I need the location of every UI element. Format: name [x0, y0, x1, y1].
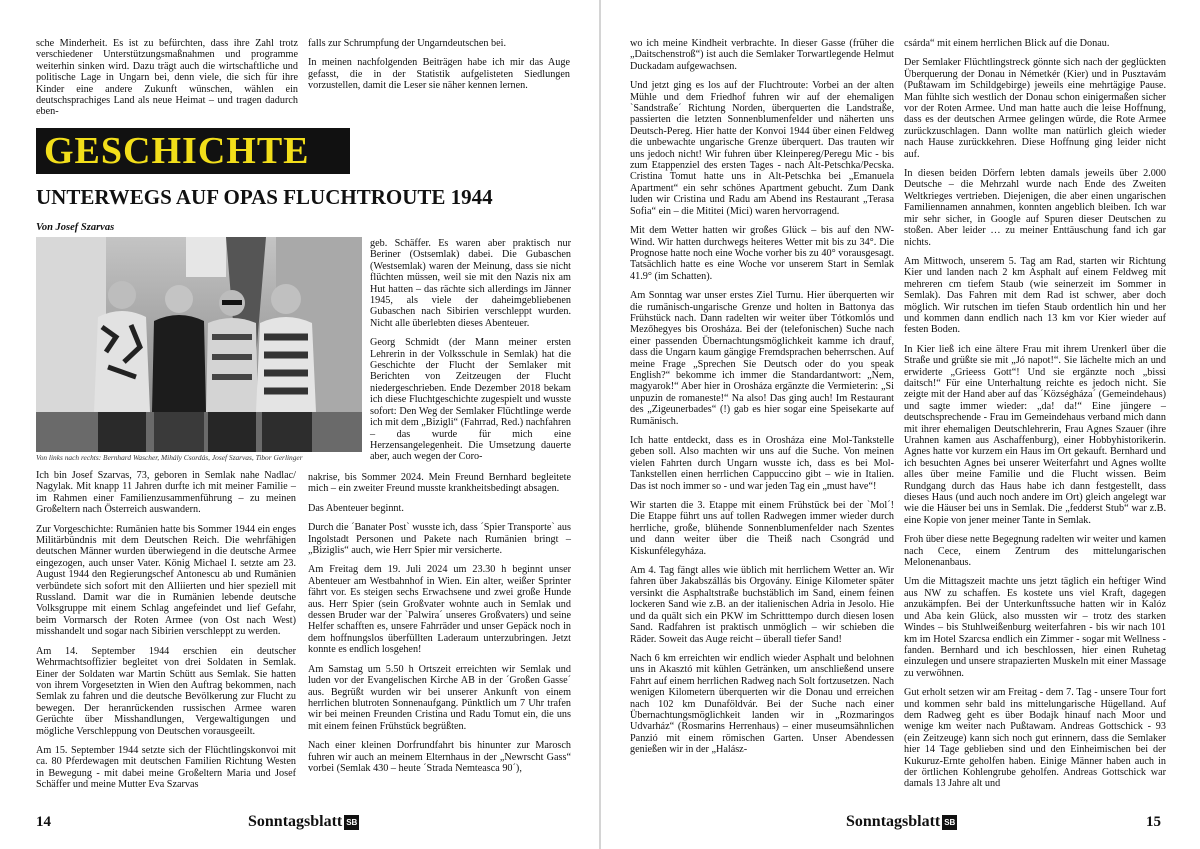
- section-label: GESCHICHTE: [44, 130, 310, 172]
- group-photo: [36, 237, 362, 452]
- masthead-title: Sonntagsblatt: [248, 813, 343, 830]
- page-number-right: 15: [1146, 814, 1161, 830]
- page-number-left: 14: [36, 814, 51, 830]
- top-col1-text: sche Minderheit. Es ist zu befürchten, dass ihre Zahl trotz verschiedener Unterstützungsmaßnahmen und programme weiterhin sinken wird. Dazu trägt auch die wirtschaftliche und politische Lage in Ungarn bei, denn viele, die sich für ihre Kinder eine andere Zukunft wünschen, wählen ein deutschsprachiges Land als neue Heimat – und tragen dadurch eben-: [36, 38, 298, 118]
- paragraph: Das Abenteuer beginnt.: [308, 502, 404, 514]
- paragraph: Um die Mittagszeit machte uns jetzt täglich ein heftiger Wind aus NW zu schaffen. Es kostete uns viel Kraft, dagegen anzukämpfen. Bei der Unterkunftssuche hatten wir in Kalóz und Aba kein Glück, also mussten wir – trotz des starken Windes – bis Stuhlweißenburg weiterfahren - bis wir nach 101 km im Hotel Szarcsa endlich ein Zimmer - sogar mit Wellness - fanden. Bernhard und ich beschlossen, hier einen Ruhetag einzulegen und unsere strapazierten Muskeln mit einer Massage zu verwöhnen.: [904, 576, 1166, 679]
- paragraph: Und jetzt ging es los auf der Fluchtroute: Vorbei an der alten Mühle und dem Friedhof fuhren wir auf der ehemaligen `Sandstraße´ Richtung Norden, überquerten die Landstraße, passierten die letzten Sonnenblumenfelder und näherten uns Deutsch-Pereg. Hier hatte der Konvoi 1944 über einen Feldweg die unbewachte ungarische Grenze überquert. Das trauten wir uns jedoch nicht! Wir fuhren über Kleinpereg/Peregu Mic - bis zum Etappenziel des ersten Tages - nach Alt-Petschka/Pecska. Cristina Tomut hatte uns in Alt-Petschka bei „Emanuela Apartment“ ein sehr schönes Apartment gebucht. Zum Dank luden wir Cristina und Radu am Abend ins Restaurant „Terasa Sofia“ ein – die Mititei (Mici) waren hervorragend.: [630, 80, 894, 217]
- paragraph: Am 14. September 1944 erschien ein deutscher Wehrmachtsoffizier begleitet von drei Soldaten in Semlak. Einer der Soldaten war Martin Schütt aus Semlak. Sie hatten von ihrem Vorgesetzten in Wien den Auftrag bekommen, nach Semlak zu fahren und die deutsche Bevölkerung zur Flucht zu bewegen. Der heranrückenden russischen Armee waren Gerüchte über Misshandlungen, Vergewaltigungen und mögliche Verschleppung von Deutschen vorausgeeilt.: [36, 645, 296, 737]
- paragraph: Wir starten die 3. Etappe mit einem Frühstück bei der `Mol´! Die Etappe führt uns auf tollen Radwegen immer wieder durch herrliche, große, blühende Sonnenblumenfelder nach Szentes und dann weiter über die Theiß nach Csongrád und Kiskunfélegyháza.: [630, 500, 894, 557]
- paragraph: Am Freitag dem 19. Juli 2024 um 23.30 h beginnt unser Abenteuer am Westbahnhof in Wien. Ein alter, weißer Sprinter fährt vor. Es steigen sechs Erwachsene und zwei große Hunde aus. Herr Spier (sein Großvater wohnte auch in Semlak und dessen Bruder war der `Palwira´ unseres Großvaters) und seine Helfer schafften es, unsere Fahrräder und unser Gepäck noch in dem hoffnungslos überfüllten Laderaum unterzubringen. Jetzt konnte es endlich losgehen!: [308, 564, 571, 656]
- left-body-column-1: [36, 470, 296, 805]
- top-column-1: [36, 38, 298, 118]
- article-headline: UNTERWEGS AUF OPAS FLUCHTROUTE 1944: [36, 185, 493, 209]
- article-byline: Von Josef Szarvas: [36, 222, 115, 233]
- paragraph: Zur Vorgeschichte: Rumänien hatte bis Sommer 1944 ein enges Militärbündnis mit dem Deutschen Reich. Die wehrfähigen deutschen Männer wurden überwiegend in die deutsche Armee eingezogen, auch unser Vater. König Michael I. setzte am 23. August 1944 den Regierungschef Antonescu ab und Rumänien verbündete sich sofort mit den Alliierten und hier speziell mit Russland. Damit war die in Rumänien lebende deutsche Volksgruppe mit einem Schlag angefeindet und lief Gefahr, beim Vormarsch der Roten Armee (von Ost nach West) misshandelt und sogar nach Sibirien verschleppt zu werden.: [36, 523, 296, 638]
- paragraph: Am Sonntag war unser erstes Ziel Turnu. Hier überquerten wir die rumänisch-ungarische Grenze und holten in Battonya das Frühstück nach. Dann radelten wir weiter über Tótkomlós und Mezőhegyes bis Orosháza. Bei der (telefonischen) Suche nach einer passenden Übernachtungsmöglichkeit kamme ich drauf, dass die Ungarn kaum gängige Fremdsprachen beherrschen. Auf meine Frage „Sprechen Sie Deutsch oder do you speak English?“ bekomme ich immer die Standardantwort: „Nem, magyarok!“ Aber hier in Orosháza ergänzte die Vermieterin: „Si unpuzin de romaneste!“ Na also! Das ging auch! Im Restaurant des „Zigeunerbades“ (!) gab es hier sogar eine Speisekarte auf Rumänisch.: [630, 290, 894, 427]
- masthead-right: [846, 813, 957, 831]
- paragraph: nakrise, bis Sommer 2024. Mein Freund Bernhard begleitete mich – ein zweiter Freund musste krankheitsbedingt absagen.: [308, 472, 571, 495]
- paragraph: Nach einer kleinen Dorfrundfahrt bis hinunter zur Marosch fuhren wir auch an meinem Elternhaus in der „Newrscht Gass“ vorbei (Semlak 430 – heute ´Strada Nemteasca 90´),: [308, 740, 571, 774]
- paragraph: Mit dem Wetter hatten wir großes Glück – bis auf den NW-Wind. Wir hatten durchwegs heiteres Wetter mit bis zu 34°. Die Prognose hatte noch eine Woche vorher bis zu 40° vorausgesagt. Tatsächlich hatte es eine Woche vor unserem Start in Semlak 41.9° (im Schatten).: [630, 225, 894, 282]
- paragraph: Gut erholt setzen wir am Freitag - dem 7. Tag - unsere Tour fort und kommen sehr bald ins mittelungarische Hügelland. Auf dem Radweg geht es über Bodajk hinauf nach Moor und wenige km weiter nach Pußtawam. Andreas Gottschick - 93 (ein Zeitzeuge) kann sich noch gut erinnern, dass die Semlaker hier 14 Tage geblieben sind und den Einheimischen bei der Kukuruz-Ernte geholfen haben. Einige Männer haben auch in der örtlichen Kohlengrube geholfen. Andreas Gottschick war damals 13 Jahre alt und: [904, 687, 1166, 790]
- masthead-title: Sonntagsblatt: [846, 813, 941, 830]
- paragraph: Der Semlaker Flüchtlingstreck gönnte sich nach der geglückten Überquerung der Donau in Németkér (Kier) und in Pusztavám (Pußtawam im Schildgebirge) jeweils eine mehrtägige Pause. Man fühlte sich westlich der Donau schon einigermaßen sicher vor der Roten Armee. Und man hatte auch die leise Hoffnung, dass es der deutschen Armee gelingen würde, die Rote Armee zurückzuschlagen. Dann wollte man natürlich gleich wieder nach Hause zurückkehren. Diese Hoffnung ging leider nicht auf.: [904, 57, 1166, 160]
- masthead-left: [248, 813, 359, 831]
- paragraph: In diesen beiden Dörfern lebten damals jeweils über 2.000 Deutsche – die Mehrzahl wurde nach Ende des Zweiten Weltkrieges vertrieben. Diejenigen, die aber einen ungarischen Familiennamen annahmen, konnten angeblich bleiben. Ich war mir sehr sicher, in Google auf Spuren dieser Deutschen zu stoßen. Aber leider … zu meiner Enttäuschung fand ich gar nichts.: [904, 168, 1166, 248]
- top-col2-p1: falls zur Schrumpfung der Ungarndeutschen bei.: [308, 38, 507, 49]
- paragraph: Froh über diese nette Begegnung radelten wir weiter und kamen nach Cece, einem Zentrum des mittelungarischen Melonenanbaus.: [904, 534, 1166, 569]
- top-column-2: [308, 38, 570, 108]
- paragraph: Nach 6 km erreichten wir endlich wieder Asphalt und belohnen uns in Akasztó mit kühlen Getränken, um anschließend unsere Fahrt auf einem herrlichen Radweg nach Solt fortzusetzen. Nach wenigen Kilometern überquerten wir die Donau und erreichen nach 102 km Dunaföldvár. Bei der Suche nach einer Übernachtungsmöglichkeit landen wir in „Rozmaringos Udvarház“ (Rosmarins Herrenhaus) – einer museumsähnlichen Panzió mit einem römischen Garten. Unser Abendessen genießen wir in der „Halász-: [630, 652, 894, 756]
- paragraph: Am Samstag um 5.50 h Ortszeit erreichten wir Semlak und luden vor der Evangelischen Kirche AB in der ´Großen Gasse´ aus. Begrüßt wurden wir bei unserer Ankunft von einem herrlichen blutroten Sonnenaufgang. Pünktlich um 7 Uhr trafen wir bei meinen Freunden Cristina und Radu Tomut ein, die uns mit einem feinen Frühstück begrüßten.: [308, 663, 571, 732]
- group-photo-illustration: [36, 237, 362, 452]
- masthead-logo-icon: SB: [344, 815, 359, 830]
- paragraph: In Kier ließ ich eine ältere Frau mit ihrem Urenkerl über die Straße und grüßte sie mit „Jó napot!“. Sie lächelte mich an und erwiderte „Grieess Gott“! Und sie ergänzte noch „bissi daitsch!“ Für eine Unterhaltung reichte es jedoch nicht. Sie zeigte mit der Hand aber auf das ´Községháza´ (Gemeindehaus) und sagte immer wieder: „da! da!“ Eine jüngere – deutschsprechende - Frau im Gemeindehaus verband mich dann mit ihrer ehemaligen Deutschlehrerin, Frau Agnes Szauer (ihre Urahnen kamen aus Aschaffenburg), einer Hobbyhistorikerin. Agnes hatte vor kurzem ein Haus im Ort gekauft. Bernhard und ich besuchten Agnes bei unserer Weiterfahrt und Agnes wollte alles über meine Familie und die Flucht wissen. Beim Rundgang durch das Haus habe ich dann festgestellt, dass dieses Haus (und auch noch andere im Ort) gleich angelegt war wie die Häuser bei uns in Semlak. Die „fedderst Stub“ war z.B. eine Kopie von jener meiner Tante in Semlak.: [904, 343, 1166, 526]
- left-body-column-2-lower: [308, 472, 571, 805]
- paragraph: Am 4. Tag fängt alles wie üblich mit herrlichem Wetter an. Wir fahren über Jakabszállás bis Orgovány. Einige Kilometer später versinkt die Asphaltstraße buchstäblich im Sand, einem feinen lockeren Sand wie z.B. an der italienischen Adria in Jesolo. Hie und da quält sich ein PKW im Schritttempo durch diesen losen Sand. Radfahren ist praktisch unmöglich – wir schieben die Räder. Soweit das Auge reicht – überall tiefer Sand!: [630, 565, 894, 645]
- paragraph: wo ich meine Kindheit verbrachte. In dieser Gasse (früher die „Daitschenstroß“) ist auch die Semlaker Torwartlegende Helmut Duckadam aufgewachsen.: [630, 38, 894, 72]
- right-body-column-1: [630, 38, 894, 805]
- paragraph: Ich bin Josef Szarvas, 73, geboren in Semlak nahe Nadlac/ Nagylak. Mit knapp 11 Jahren durfte ich mit meiner Familie – im Rahmen einer Familienzusammenführung – zu meinen Großeltern nach Österreich auswandern.: [36, 470, 296, 516]
- paragraph: Durch die ´Banater Post` wusste ich, dass ´Spier Transporte` aus Ingolstadt Personen und Pakete nach Rumänien bringt – „Biziglis“ auch, wie Herr Spier mir versicherte.: [308, 522, 571, 557]
- paragraph: Am 15. September 1944 setzte sich der Flüchtlingskonvoi mit ca. 80 Pferdewagen mit deutschen Familien Richtung Westen in Bewegung - mit dabei meine Großeltern Maria und Josef Schäffer und meine Mutter Eva Szarvas: [36, 744, 296, 791]
- paragraph: csárda“ mit einem herrlichen Blick auf die Donau.: [904, 38, 1110, 49]
- paragraph: Ich hatte entdeckt, dass es in Orosháza eine Mol-Tankstelle geben soll. Also machten wir uns auf die Suche. Von meinen vielen Fahrten durch Ungarn wusste ich, dass es bei Mol-Tankstellen einen herrlichen Cappuccino gibt – wie in Italien. Das ist noch immer so - und war jeden Tag ein „must have“!: [630, 435, 894, 492]
- masthead-logo-icon: SB: [942, 815, 957, 830]
- paragraph: Georg Schmidt (der Mann meiner ersten Lehrerin in der Volksschule in Semlak) hat die Geschichte der Flucht der Semlaker mit Berichten von Zeitzeugen der Flucht niedergeschrieben. Ende Dezember 2018 bekam ich diese Fluchtgeschichte zugespielt und wusste sofort: Den Weg der Semlaker Flüchtlinge werde ich mit dem „Bizigli“ (Fahrrad, Red.) nachfahren – das wurde für mich eine Herzensangelegenheit. Die Umsetzung dauerte aber, auch wegen der Coro-: [370, 337, 571, 463]
- right-page: [600, 0, 1200, 849]
- paragraph: Am Mittwoch, unserem 5. Tag am Rad, starten wir Richtung Kier und landen nach 2 km Asphalt auf einem Feldweg mit mehreren cm tiefem Staub (wie seinerzeit im Sommer in Semlak). Das Fahren mit dem Rad ist schwer, aber doch möglich. Wir rutschen im tiefen Staub ordentlich hin und her und kommen dann endlich nach 13 km vor Kier wieder auf festen Boden.: [904, 255, 1166, 336]
- section-label-box: [36, 128, 350, 174]
- left-body-column-2-upper: [370, 238, 571, 471]
- right-body-column-2: [904, 38, 1166, 805]
- top-col2-p2: In meinen nachfolgenden Beiträgen habe ich mir das Auge gefasst, die in der Statistik aufgelisteten Siedlungen vorzustellen, damit die Leser sie näher kennen lernen.: [308, 57, 570, 92]
- paragraph: geb. Schäffer. Es waren aber praktisch nur Beriner (Ostsemlak) dabei. Die Gubaschen (Westsemlak) waren der Meinung, dass sie nicht flüchten müssen, weil sie mit den Nazis nix am Hut hatten – das rächte sich allerdings im Jänner 1945, als viele der daheimgebliebenen Gubaschen nach Sibirien verschleppt wurden. Nicht alle überlebten dieses Abenteuer.: [370, 238, 571, 329]
- photo-caption: Von links nach rechts: Bernhard Wascher, Mihály Csordás, Josef Szarvas, Tibor Gerlinger: [36, 453, 303, 462]
